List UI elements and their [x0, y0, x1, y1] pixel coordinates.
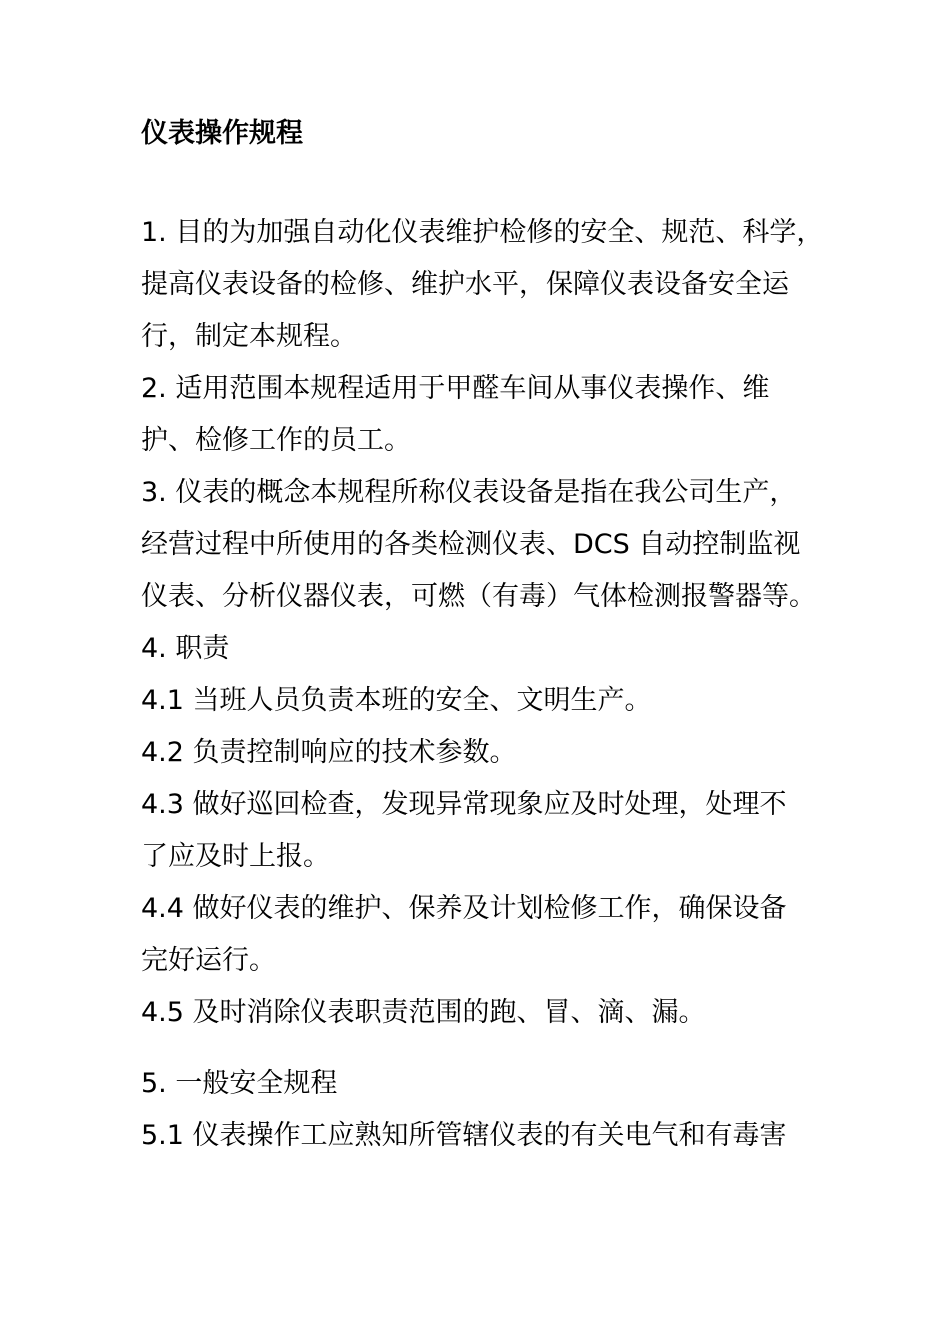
section-3 — [141, 467, 841, 623]
text-line: 了应及时上报。 — [141, 841, 330, 872]
text-line: 4.5 及时消除仪表职责范围的跑、冒、滴、漏。 — [141, 997, 706, 1028]
text-line: 行，制定本规程。 — [141, 321, 357, 352]
text-line: 4.4 做好仪表的维护、保养及计划检修工作，确保设备 — [141, 893, 787, 924]
text-line: 经营过程中所使用的各类检测仪表、DCS 自动控制监视 — [141, 529, 801, 560]
text-line: 3. 仪表的概念本规程所称仪表设备是指在我公司生产， — [141, 477, 797, 508]
section-4 — [141, 623, 841, 675]
text-line: 2. 适用范围本规程适用于甲醛车间从事仪表操作、维 — [141, 373, 770, 404]
text-line: 完好运行。 — [141, 945, 276, 976]
text-line: 5.1 仪表操作工应熟知所管辖仪表的有关电气和有毒害 — [141, 1120, 787, 1151]
text-line: 1. 目的为加强自动化仪表维护检修的安全、规范、科学， — [141, 217, 824, 248]
section-4-3 — [141, 779, 841, 883]
section-4-5 — [141, 987, 841, 1039]
text-line: 4. 职责 — [141, 633, 230, 664]
section-5-1 — [141, 1110, 841, 1162]
text-line: 护、检修工作的员工。 — [141, 425, 411, 456]
section-4-2 — [141, 727, 841, 779]
text-line: 4.1 当班人员负责本班的安全、文明生产。 — [141, 685, 652, 716]
body-block-main — [141, 207, 841, 1039]
text-line: 4.3 做好巡回检查，发现异常现象应及时处理，处理不 — [141, 789, 787, 820]
document-title: 仪表操作规程 — [141, 118, 303, 149]
body-block-section-5 — [141, 1058, 841, 1162]
text-line: 5. 一般安全规程 — [141, 1068, 338, 1099]
section-2 — [141, 363, 841, 467]
section-4-4 — [141, 883, 841, 987]
section-4-1 — [141, 675, 841, 727]
text-line: 仪表、分析仪器仪表，可燃（有毒）气体检测报警器等。 — [141, 581, 816, 612]
section-1 — [141, 207, 841, 363]
text-line: 提高仪表设备的检修、维护水平，保障仪表设备安全运 — [141, 269, 789, 300]
section-5 — [141, 1058, 841, 1110]
text-line: 4.2 负责控制响应的技术参数。 — [141, 737, 517, 768]
